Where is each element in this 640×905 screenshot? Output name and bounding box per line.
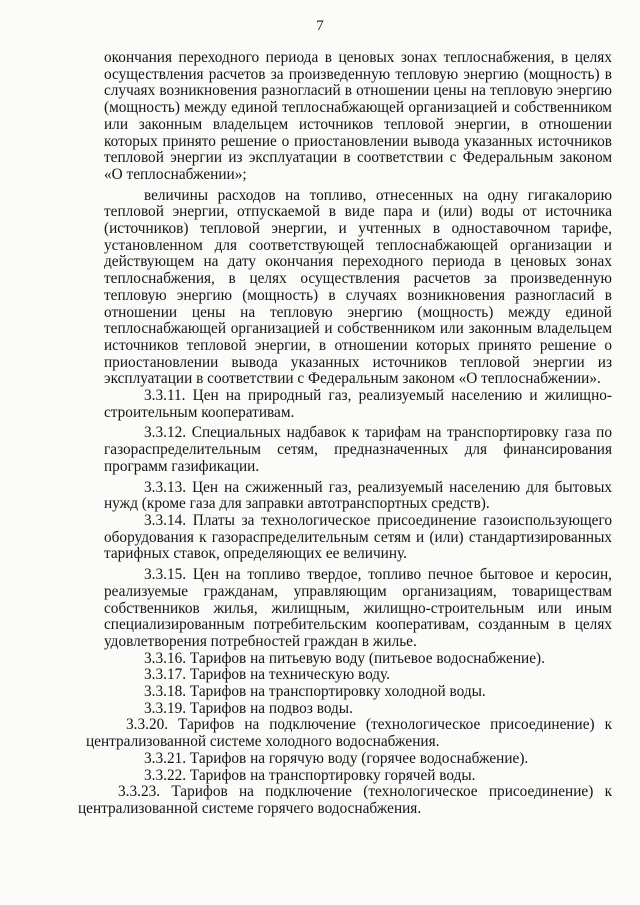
- clause-3-3-15: 3.3.15. Цен на топливо твердое, топливо печное бытовое и керосин, реализуемые гражданам, управляющим организациям, товариществам собственников жилья, жилищным, жилищно-строительным или иным специализированным потребительским кооперативам, созданным в целях удовлетворения потребностей граждан в жилье.: [104, 566, 612, 650]
- clause-3-3-16: 3.3.16. Тарифов на питьевую воду (питьевое водоснабжение).: [144, 649, 545, 667]
- clause-3-3-21: 3.3.21. Тарифов на горячую воду (горячее водоснабжение).: [144, 749, 529, 767]
- paragraph: величины расходов на топливо, отнесенных на одну гигакалорию тепловой энергии, отпускаемой в виде пара и (или) воды от источника (источников) тепловой энергии, и учтенных в одноставочном тарифе, установленном для соответствующей теплоснабжающей организации и действующем на дату окончания переходного периода в ценовых зонах теплоснабжения, в целях осуществления расчетов за произведенную тепловую энергию (мощность) в случаях возникновения разногласий в отношении цены на тепловую энергию (мощность) между единой теплоснабжающей организацией и собственником или законным владельцем источников тепловой энергии, в отношении которых принято решение о приостановлении вывода указанных источников тепловой энергии из эксплуатации в соответствии с Федеральным законом «О теплоснабжении».: [104, 186, 612, 388]
- clause-3-3-20: 3.3.20. Тарифов на подключение (технологическое присоединение) к централизованной системе холодного водоснабжения.: [86, 716, 612, 751]
- clause-3-3-18: 3.3.18. Тарифов на транспортировку холодной воды.: [144, 683, 486, 701]
- page-number: 7: [316, 18, 324, 34]
- clause-3-3-17: 3.3.17. Тарифов на техническую воду.: [144, 666, 390, 684]
- clause-3-3-14: 3.3.14. Платы за технологическое присоединение газоиспользующего оборудования к газораспределительным сетям и (или) стандартизированных тарифных ставок, определяющих ее величину.: [104, 511, 612, 563]
- paragraph: окончания переходного периода в ценовых зонах теплоснабжения, в целях осуществления расчетов за произведенную тепловую энергию (мощность) в случаях возникновения разногласий в отношении цены на тепловую энергию (мощность) между единой теплоснабжающей организацией и собственником или законным владельцем источников тепловой энергии, в отношении которых принято решение о приостановлении вывода указанных источников тепловой энергии из эксплуатации в соответствии с Федеральным законом «О теплоснабжении»;: [104, 49, 612, 183]
- clause-3-3-13: 3.3.13. Цен на сжиженный газ, реализуемый населению для бытовых нужд (кроме газа для заправки автотранспортных средств).: [104, 478, 612, 513]
- clause-3-3-19: 3.3.19. Тарифов на подвоз воды.: [144, 699, 353, 717]
- clause-3-3-11: 3.3.11. Цен на природный газ, реализуемый населению и жилищно-строительным кооперативам.: [104, 387, 612, 421]
- clause-3-3-23: 3.3.23. Тарифов на подключение (технологическое присоединение) к централизованной системе горячего водоснабжения.: [78, 783, 612, 817]
- clause-3-3-22: 3.3.22. Тарифов на транспортировку горячей воды.: [144, 766, 476, 784]
- document-body: [78, 49, 612, 818]
- clause-3-3-12: 3.3.12. Специальных надбавок к тарифам на транспортировку газа по газораспределительным сетям, предназначенных для финансирования программ газификации.: [104, 424, 612, 475]
